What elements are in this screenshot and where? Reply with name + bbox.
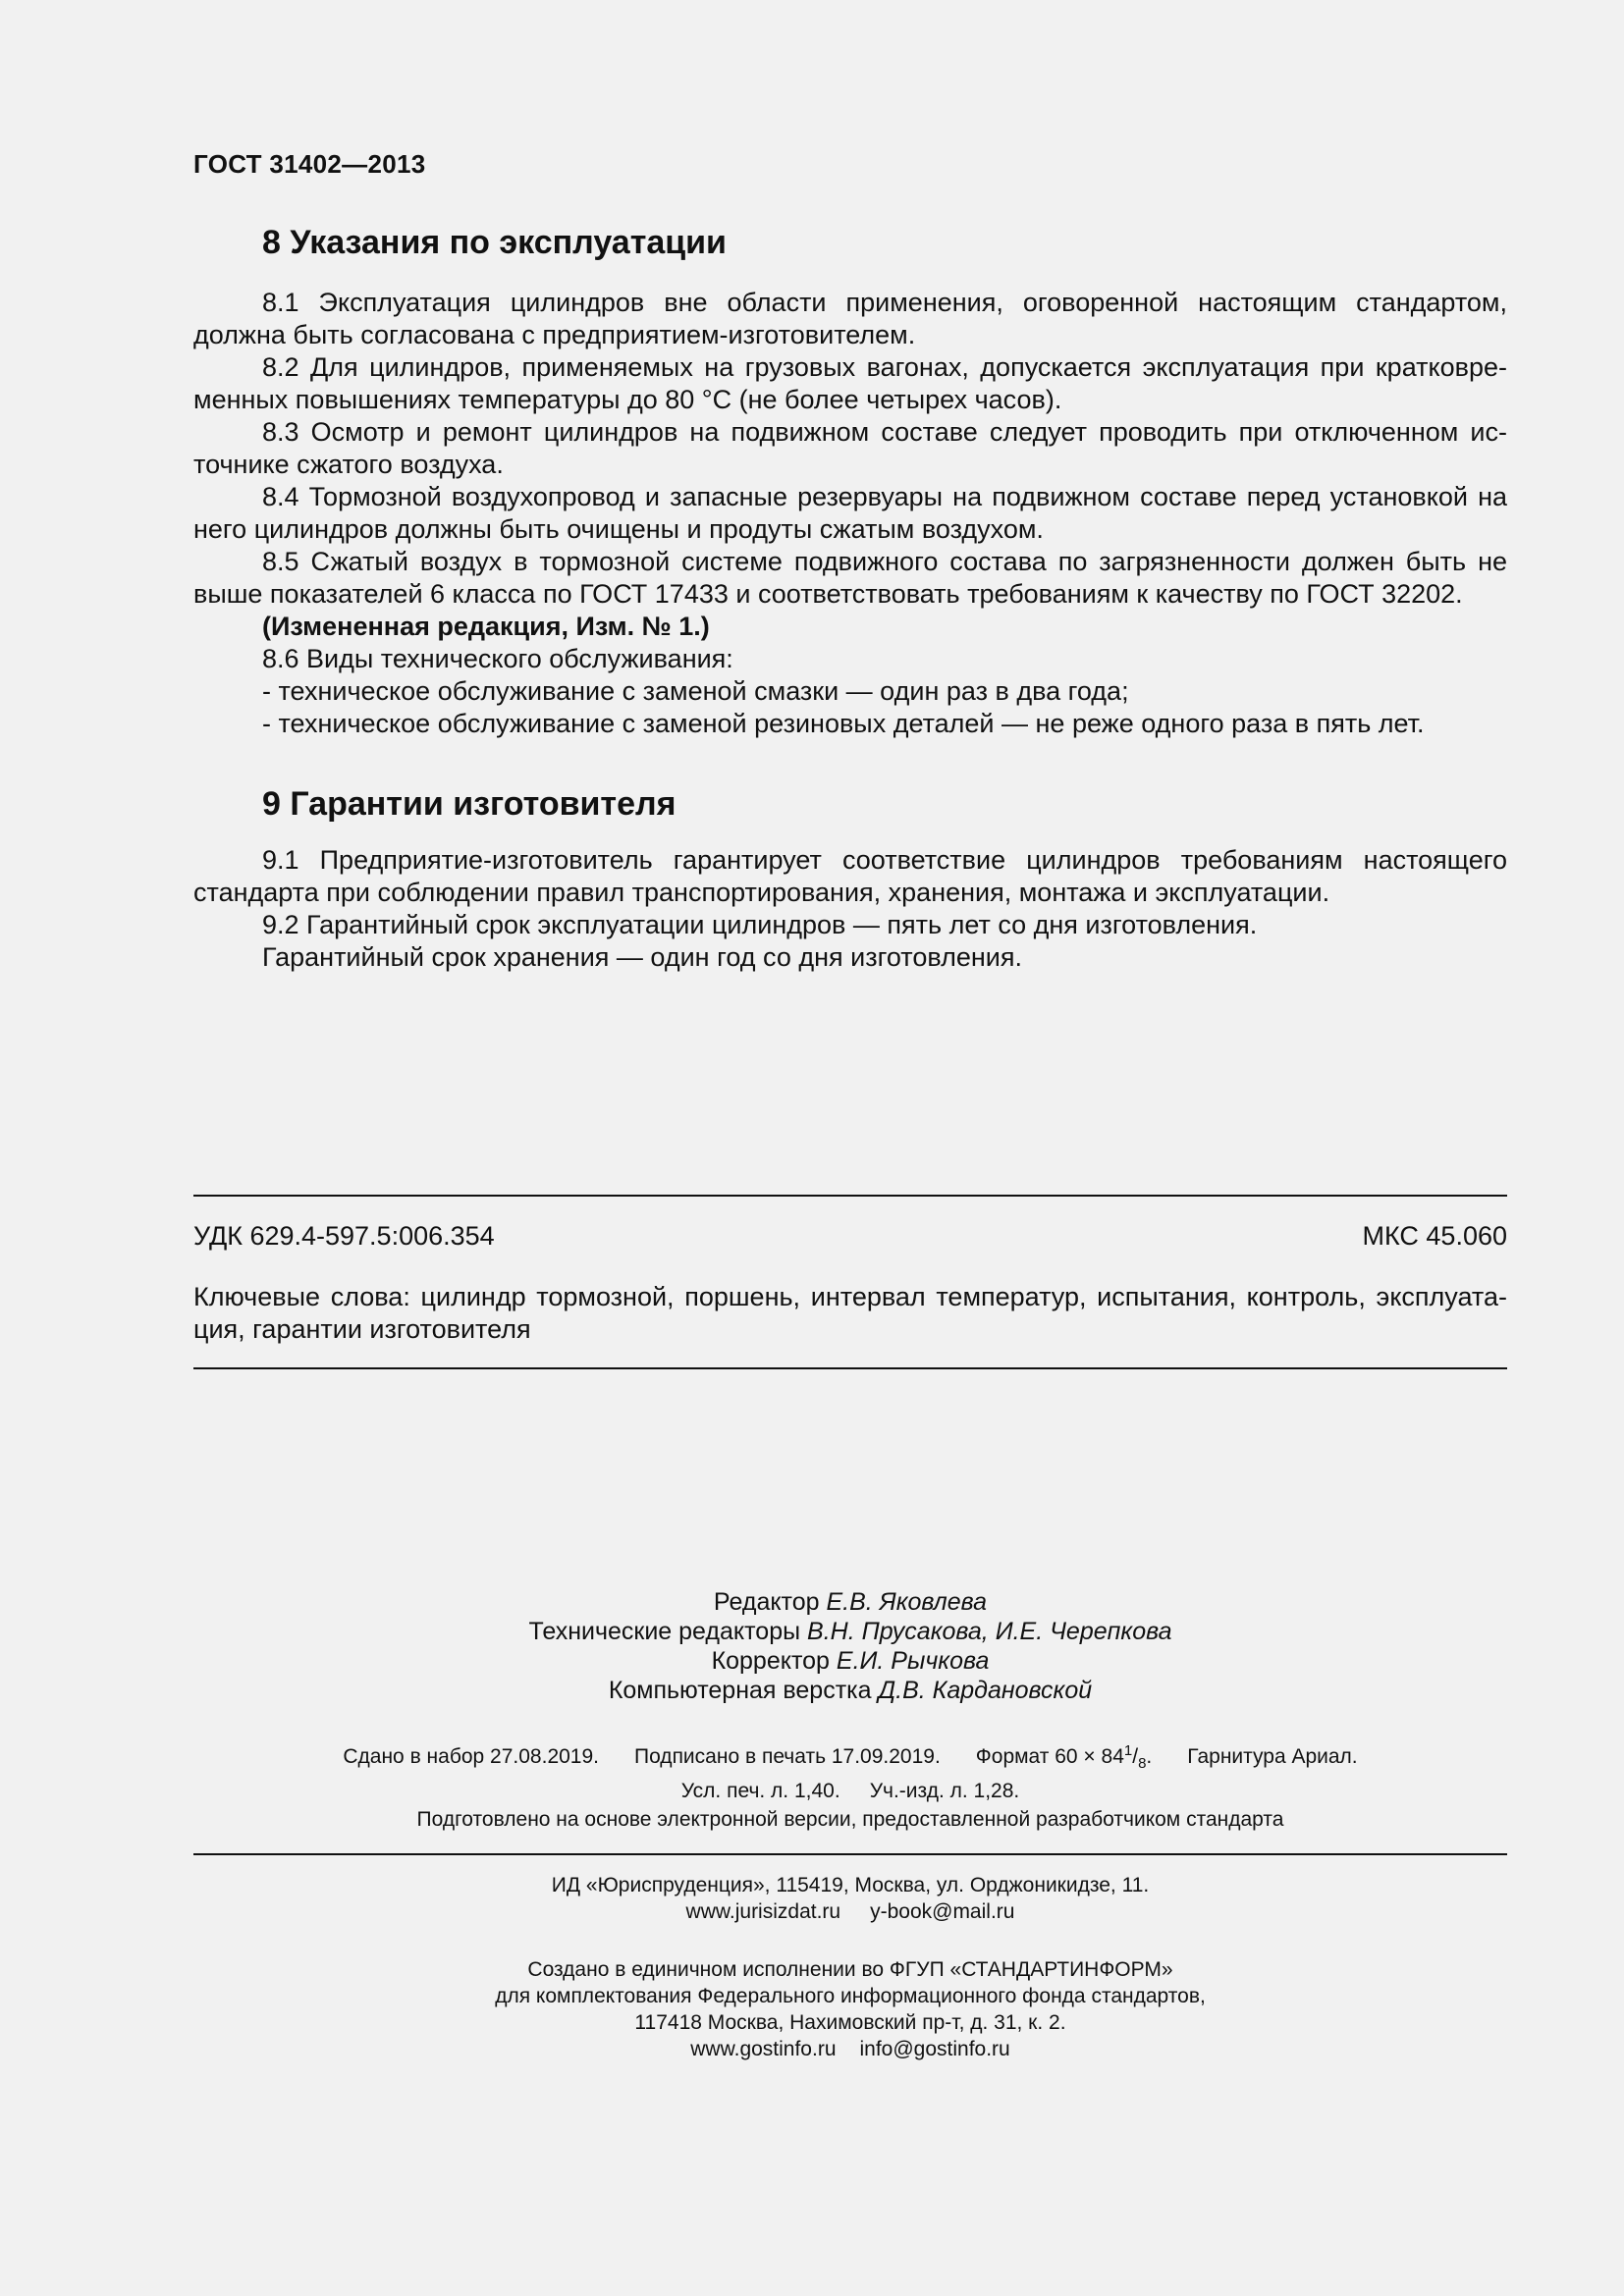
sif-contacts xyxy=(193,2036,1507,2062)
publisher-site[interactable]: www.jurisizdat.ru xyxy=(685,1900,841,1923)
mks-code: МКС 45.060 xyxy=(1362,1221,1507,1251)
prepared-note: Подготовлено на основе электронной версии, предоставленной разработчиком стандарта xyxy=(416,1808,1284,1831)
sif-line-2: для комплектования Федерального информационного фонда стандартов, xyxy=(495,1985,1206,2007)
divider xyxy=(193,1853,1507,1855)
document-header: ГОСТ 31402—2013 xyxy=(193,149,426,179)
keywords: Ключевые слова: цилиндр тормозной, поршень, интервал температур, испытания, контроль, эксплуата-ция, гарантии изготовителя xyxy=(193,1282,1507,1344)
imprint-line-2: Усл. печ. л. 1,40. Уч.-изд. л. 1,28. xyxy=(680,1780,1020,1803)
section-8-body xyxy=(193,287,1507,740)
divider xyxy=(193,1367,1507,1369)
section-8-title: 8 Указания по эксплуатации xyxy=(262,224,727,261)
publisher-contacts xyxy=(193,1898,1507,1925)
paragraph-8-5: 8.5 Сжатый воздух в тормозной системе подвижного состава по загрязненности должен быть не выше показателей 6 класса по ГОСТ 17433 и соответствовать требованиям к качеству по ГОСТ 32202. xyxy=(193,547,1507,609)
sif-site[interactable]: www.gostinfo.ru xyxy=(690,2038,837,2060)
section-9-body xyxy=(193,844,1507,974)
credit-corrector: Корректор Е.И. Рычкова xyxy=(711,1647,990,1675)
paragraph-9-3: Гарантийный срок хранения — один год со дня изготовления. xyxy=(262,942,1022,972)
publisher-block xyxy=(193,1872,1507,1925)
sif-email[interactable]: info@gostinfo.ru xyxy=(859,2038,1010,2060)
standartinform-block xyxy=(193,1956,1507,2062)
paragraph-9-2: 9.2 Гарантийный срок эксплуатации цилиндров — пять лет со дня изготовления. xyxy=(262,910,1258,939)
divider xyxy=(193,1195,1507,1197)
list-item: - техническое обслуживание с заменой смазки — один раз в два года; xyxy=(262,676,1129,706)
credit-editor: Редактор Е.В. Яковлева xyxy=(713,1588,988,1616)
credit-layout: Компьютерная верстка Д.В. Кардановской xyxy=(608,1677,1093,1704)
imprint-block xyxy=(193,1737,1507,1805)
publisher-email[interactable]: y-book@mail.ru xyxy=(870,1900,1015,1923)
sif-line-3: 117418 Москва, Нахимовский пр-т, д. 31, к. 2. xyxy=(634,2011,1066,2034)
credits-block xyxy=(193,1587,1507,1705)
list-item: - техническое обслуживание с заменой резиновых деталей — не реже одного раза в пять лет. xyxy=(262,709,1425,738)
paragraph-8-1: 8.1 Эксплуатация цилиндров вне области применения, оговоренной настоящим стандартом, должна быть согласована с предприятием-изготовителем. xyxy=(193,288,1507,349)
paragraph-8-6: 8.6 Виды технического обслуживания: xyxy=(262,644,733,673)
paragraph-8-4: 8.4 Тормозной воздухопровод и запасные резервуары на подвижном составе перед установкой на него цилиндров должны быть очищены и продуты сжатым воздухом. xyxy=(193,482,1507,544)
sif-line-1: Создано в единичном исполнении во ФГУП «СТАНДАРТИНФОРМ» xyxy=(527,1958,1173,1981)
paragraph-8-3: 8.3 Осмотр и ремонт цилиндров на подвижном составе следует проводить при отключенном ис-точнике сжатого воздуха. xyxy=(193,417,1507,479)
section-9-title: 9 Гарантии изготовителя xyxy=(262,785,677,823)
paragraph-9-1: 9.1 Предприятие-изготовитель гарантирует соответствие цилиндров требованиям настоящего стандарта при соблюдении правил транспортирования, хранения, монтажа и эксплуатации. xyxy=(193,845,1507,907)
amendment-note: (Измененная редакция, Изм. № 1.) xyxy=(262,612,710,641)
paragraph-8-2: 8.2 Для цилиндров, применяемых на грузовых вагонах, допускается эксплуатация при кратковре-менных повышениях температуры до 80 °С (не более четырех часов). xyxy=(193,352,1507,414)
imprint-line-1: Сдано в набор 27.08.2019. Подписано в печать 17.09.2019. Формат $60 \times 84^1/_8$. Гарнитура Ариал. xyxy=(343,1742,1358,1773)
credit-tech-editors: Технические редакторы В.Н. Прусакова, И.Е. Черепкова xyxy=(528,1618,1172,1645)
udk-code: УДК 629.4-597.5:006.354 xyxy=(193,1221,495,1251)
publisher-address: ИД «Юриспруденция», 115419, Москва, ул. Орджоникидзе, 11. xyxy=(551,1874,1150,1896)
